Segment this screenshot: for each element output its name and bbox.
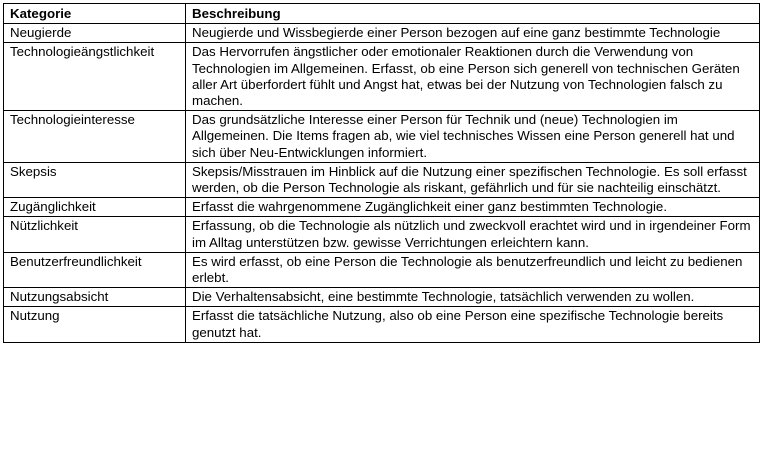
- table-row: [4, 198, 760, 217]
- table-row: [4, 111, 760, 163]
- category-cell: Nutzung: [4, 307, 186, 342]
- table-header-row: [4, 4, 760, 24]
- table-row: [4, 43, 760, 111]
- table-row: [4, 217, 760, 252]
- description-cell: Erfasst die wahrgenommene Zugänglichkeit einer ganz bestimmten Technologie.: [186, 198, 760, 217]
- table-row: [4, 162, 760, 197]
- description-cell: Neugierde und Wissbegierde einer Person bezogen auf eine ganz bestimmte Technologie: [186, 24, 760, 43]
- header-kategorie: Kategorie: [4, 4, 186, 24]
- description-cell: Erfassung, ob die Technologie als nützlich und zweckvoll erachtet wird und in irgendeiner Form im Alltag unterstützen bzw. gewisse Verrichtungen erleichtern kann.: [186, 217, 760, 252]
- category-cell: Nutzungsabsicht: [4, 288, 186, 307]
- category-cell: Neugierde: [4, 24, 186, 43]
- table-row: [4, 24, 760, 43]
- category-cell: Skepsis: [4, 162, 186, 197]
- category-cell: Benutzerfreundlichkeit: [4, 252, 186, 287]
- description-cell: Das Hervorrufen ängstlicher oder emotionaler Reaktionen durch die Verwendung von Technologien im Allgemeinen. Erfasst, ob eine Person sich generell von technischen Geräten aller Art überfordert fühlt und Angst hat, etwas bei der Nutzung von Technologien falsch zu machen.: [186, 43, 760, 111]
- description-cell: Erfasst die tatsächliche Nutzung, also ob eine Person eine spezifische Technologie bereits genutzt hat.: [186, 307, 760, 342]
- description-cell: Skepsis/Misstrauen im Hinblick auf die Nutzung einer spezifischen Technologie. Es soll erfasst werden, ob die Person Technologie als riskant, gefährlich und für sie nachteilig einschätzt.: [186, 162, 760, 197]
- description-cell: Das grundsätzliche Interesse einer Person für Technik und (neue) Technologien im Allgemeinen. Die Items fragen ab, wie viel technisches Wissen eine Person generell hat und sich über Neu-Entwicklungen informiert.: [186, 111, 760, 163]
- description-cell: Die Verhaltensabsicht, eine bestimmte Technologie, tatsächlich verwenden zu wollen.: [186, 288, 760, 307]
- description-cell: Es wird erfasst, ob eine Person die Technologie als benutzerfreundlich und leicht zu bedienen erlebt.: [186, 252, 760, 287]
- category-table: [3, 3, 760, 343]
- category-cell: Technologieängstlichkeit: [4, 43, 186, 111]
- category-table-container: [3, 3, 759, 343]
- category-cell: Nützlichkeit: [4, 217, 186, 252]
- category-cell: Zugänglichkeit: [4, 198, 186, 217]
- table-row: [4, 307, 760, 342]
- header-beschreibung: Beschreibung: [186, 4, 760, 24]
- table-row: [4, 252, 760, 287]
- category-cell: Technologieinteresse: [4, 111, 186, 163]
- table-row: [4, 288, 760, 307]
